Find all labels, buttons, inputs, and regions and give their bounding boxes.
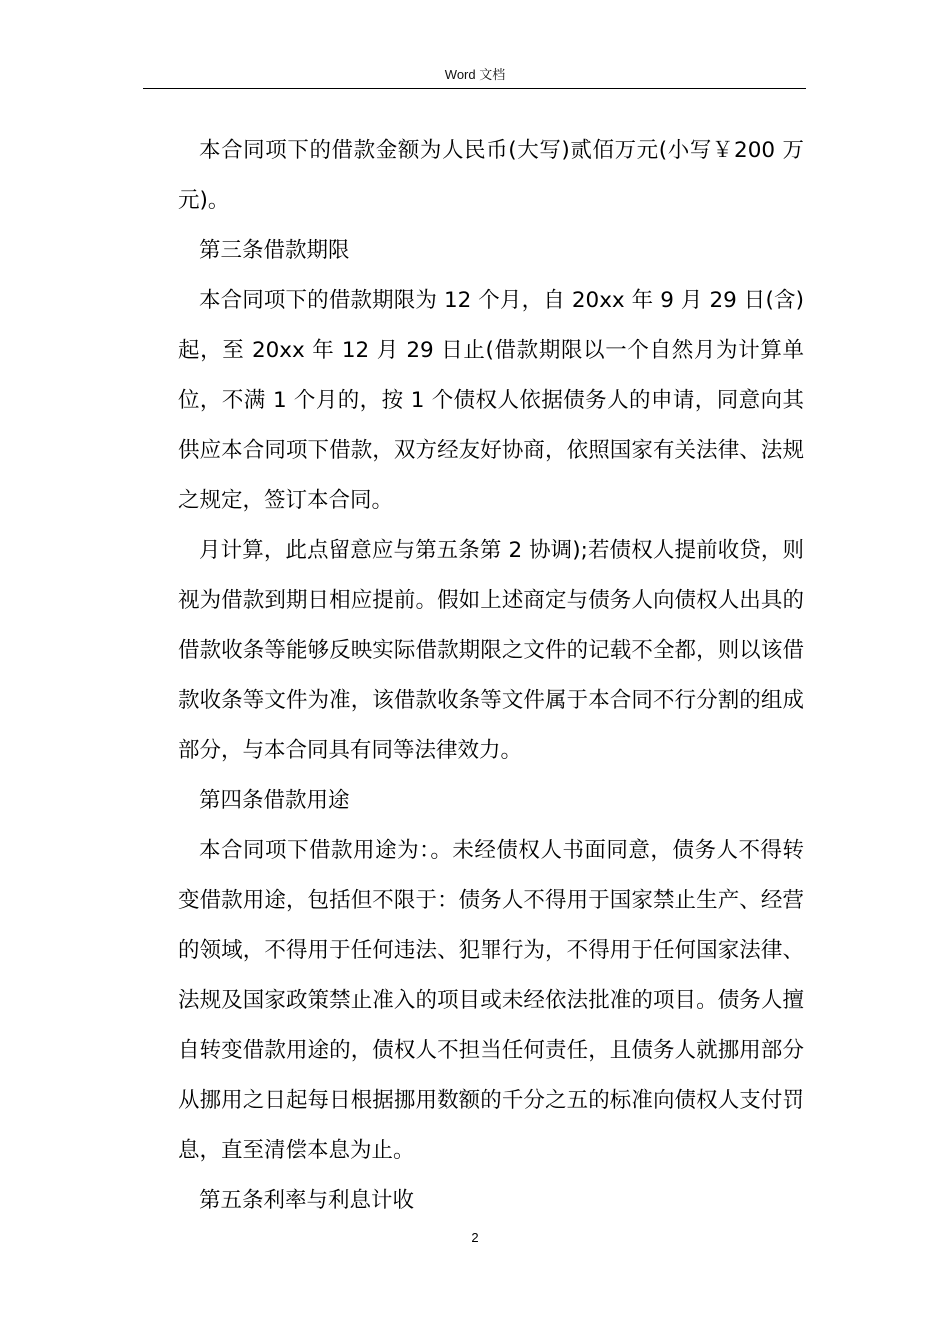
paragraph-loan-amount: 本合同项下的借款金额为人民币(大写)贰佰万元(小写￥200 万元)。	[178, 138, 804, 213]
paragraph-term-calculation: 月计算，此点留意应与第五条第 2 协调);若债权人提前收贷，则视为借款到期日相应提前。假如上述商定与债务人向债权人出具的借款收条等能够反映实际借款期限之文件的记载不全都，则以该借款收条等文件为准，该借款收条等文件属于本合同不行分割的组成部分，与本合同具有同等法律效力。	[178, 538, 804, 763]
paragraph-loan-term: 本合同项下的借款期限为 12 个月，自 20xx 年 9 月 29 日(含)起，至 20xx 年 12 月 29 日止(借款期限以一个自然月为计算单位，不满 1 个月的，按 1 个债权人依据债务人的申请，同意向其供应本合同项下借款，双方经友好协商，依照国家有关法律、法规之规定，签订本合同。	[178, 288, 804, 513]
page-number: 2	[471, 1230, 479, 1245]
header-divider	[143, 88, 806, 89]
document-body	[178, 126, 804, 1226]
heading-article-5: 第五条利率与利息计收	[199, 1188, 415, 1213]
paragraph-loan-purpose: 本合同项下借款用途为：。未经债权人书面同意，债务人不得转变借款用途，包括但不限于：债务人不得用于国家禁止生产、经营的领域，不得用于任何违法、犯罪行为，不得用于任何国家法律、法规及国家政策禁止准入的项目或未经依法批准的项目。债务人擅自转变借款用途的，债权人不担当任何责任，且债务人就挪用部分从挪用之日起每日根据挪用数额的千分之五的标准向债权人支付罚息，直至清偿本息为止。	[178, 838, 804, 1163]
heading-article-4: 第四条借款用途	[199, 788, 350, 813]
heading-article-3: 第三条借款期限	[199, 238, 350, 263]
page-header-title: Word 文档	[444, 67, 506, 82]
